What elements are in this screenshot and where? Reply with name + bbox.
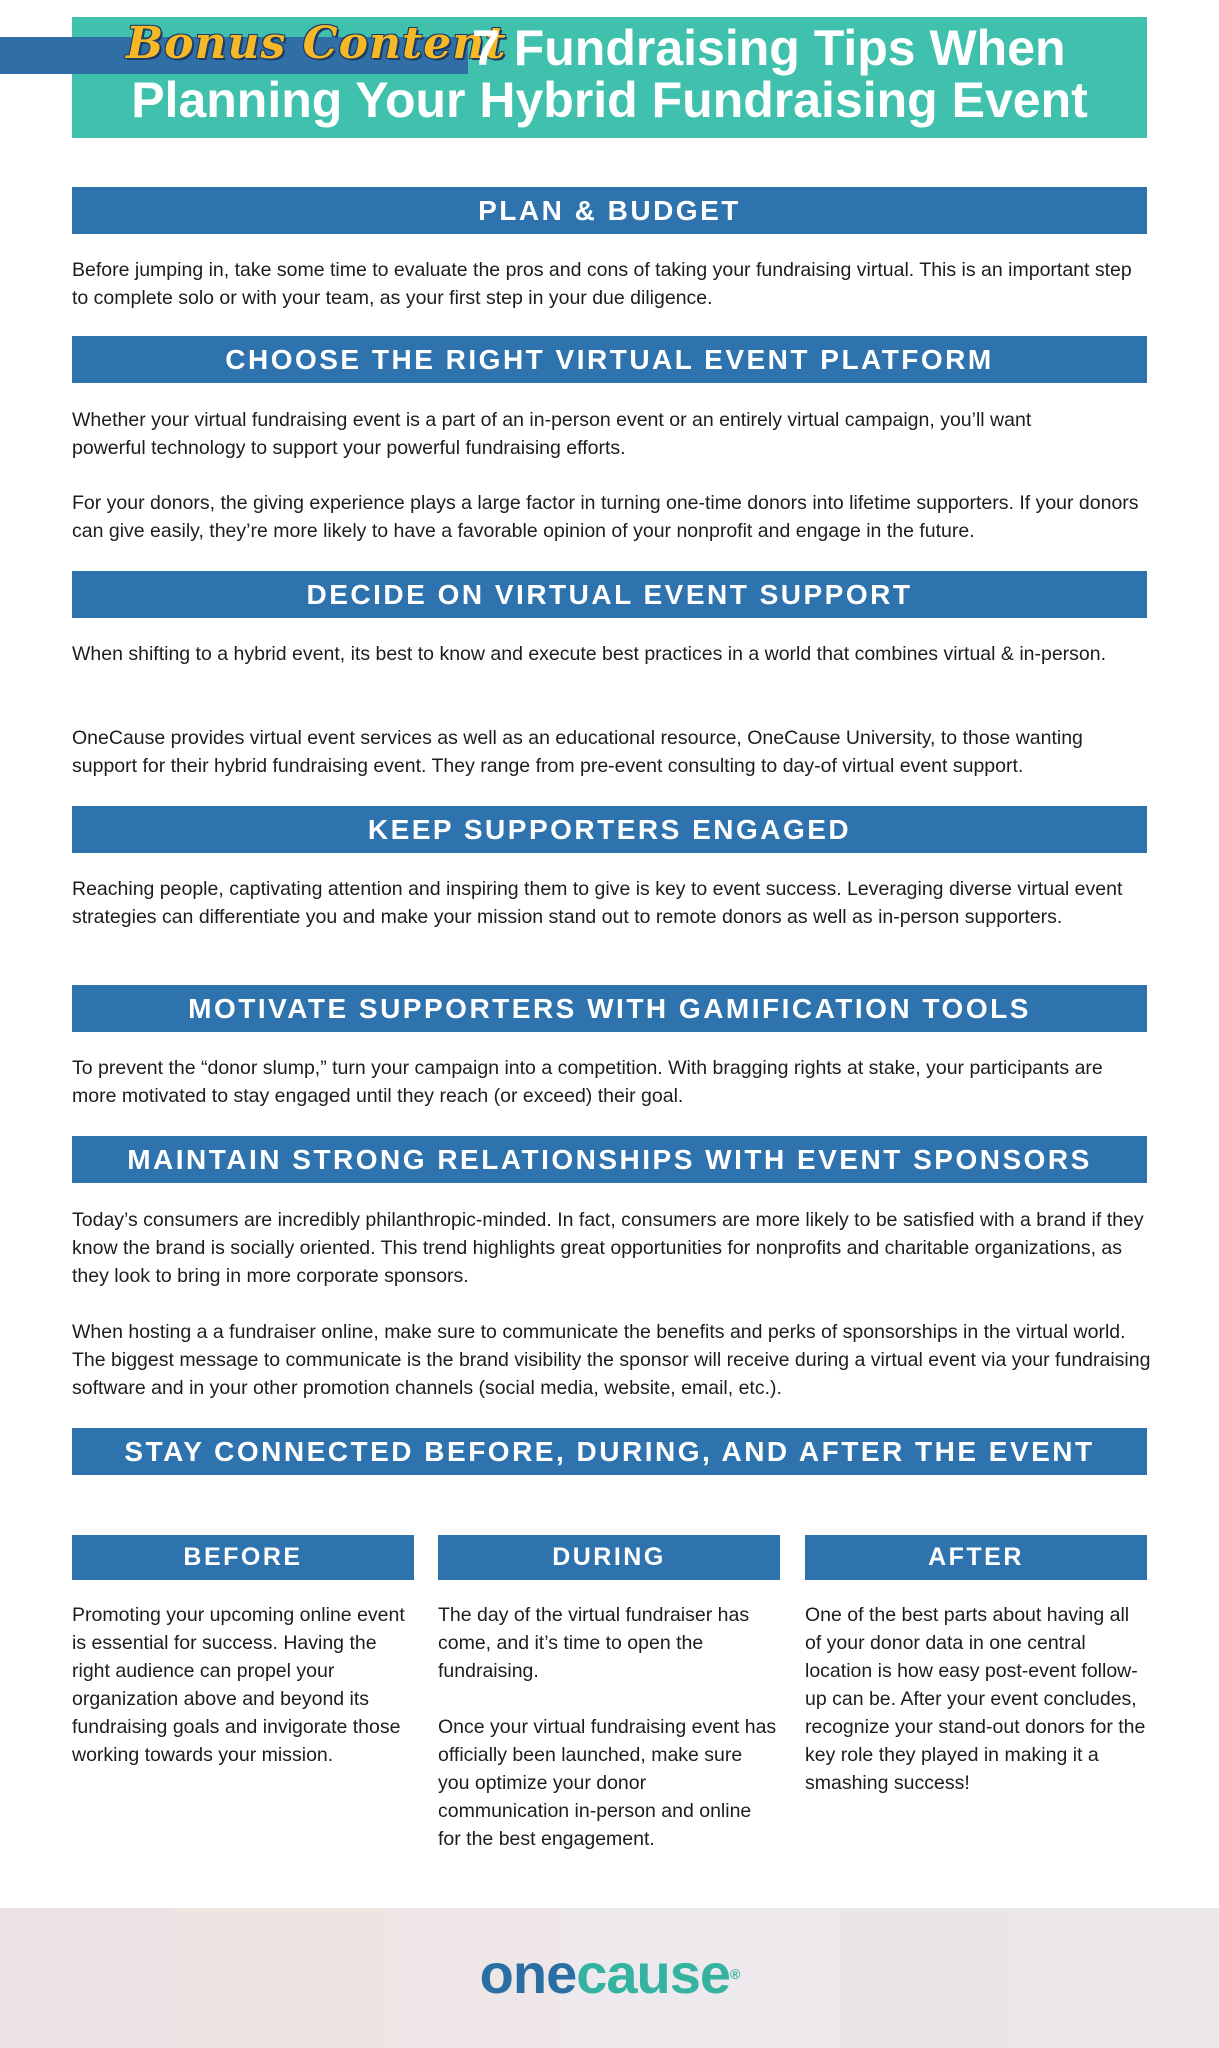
- column-body-after: [805, 1601, 1150, 1797]
- section-paragraph: To prevent the “donor slump,” turn your campaign into a competition. With bragging rights at stake, your participants are more motivated to stay engaged until they reach (or exceed) their goal.: [72, 1057, 1103, 1107]
- column-paragraph: Promoting your upcoming online event is essential for success. Having the right audience can propel your organization above and beyond its fundraising goals and invigorate those working towards your mission.: [72, 1604, 405, 1766]
- column-paragraph: One of the best parts about having all of your donor data in one central location is how easy post-event follow-up can be. After your event concludes, recognize your stand-out donors for the key role they played in making it a smashing success!: [805, 1604, 1146, 1794]
- page-title-line-1: 7 Fundraising Tips When: [472, 20, 1066, 76]
- page-title: [72, 22, 1147, 126]
- section-paragraph: Today’s consumers are incredibly philanthropic-minded. In fact, consumers are more likely to be satisfied with a brand if they know the brand is socially oriented. This trend highlights great opportunities for nonprofits and charitable organizations, as they look to bring in more corporate sponsors.: [72, 1209, 1144, 1287]
- section-paragraph: When hosting a a fundraiser online, make sure to communicate the benefits and perks of sponsorships in the virtual world. The biggest message to communicate is the brand visibility the sponsor will receive during a virtual event via your fundraising software and in your other promotion channels (social media, website, email, etc.).: [72, 1321, 1151, 1399]
- column-heading-before: BEFORE: [72, 1535, 414, 1580]
- section-heading-event-support: DECIDE ON VIRTUAL EVENT SUPPORT: [72, 571, 1147, 618]
- section-heading-keep-engaged: KEEP SUPPORTERS ENGAGED: [72, 806, 1147, 853]
- page-title-line-2: Planning Your Hybrid Fundraising Event: [131, 72, 1088, 128]
- column-paragraph: Once your virtual fundraising event has officially been launched, make sure you optimize your donor communication in-person and online for the best engagement.: [438, 1716, 777, 1850]
- section-heading-plan-budget: PLAN & BUDGET: [72, 187, 1147, 234]
- section-heading-stay-connected: STAY CONNECTED BEFORE, DURING, AND AFTER THE EVENT: [72, 1428, 1147, 1475]
- section-heading-sponsors: MAINTAIN STRONG RELATIONSHIPS WITH EVENT SPONSORS: [72, 1136, 1147, 1183]
- column-heading-after: AFTER: [805, 1535, 1147, 1580]
- column-heading-during: DURING: [438, 1535, 780, 1580]
- column-body-during: [438, 1601, 778, 1853]
- column-body-before: [72, 1601, 417, 1769]
- section-heading-choose-platform: CHOOSE THE RIGHT VIRTUAL EVENT PLATFORM: [72, 336, 1147, 383]
- section-paragraph: Whether your virtual fundraising event is a part of an in-person event or an entirely virtual campaign, you’ll want powerful technology to support your powerful fundraising efforts.: [72, 409, 1032, 459]
- section-paragraph: Before jumping in, take some time to evaluate the pros and cons of taking your fundraising virtual. This is an important step to complete solo or with your team, as your first step in your due diligence.: [72, 259, 1132, 309]
- logo-text-cause: cause: [576, 1942, 731, 2005]
- section-heading-gamification: MOTIVATE SUPPORTERS WITH GAMIFICATION TOOLS: [72, 985, 1147, 1032]
- onecause-logo: [0, 1942, 1219, 2006]
- section-paragraph: When shifting to a hybrid event, its best to know and execute best practices in a world that combines virtual & in-person.: [72, 643, 1107, 665]
- bonus-content-label: Bonus Content: [126, 18, 507, 69]
- section-paragraph: Reaching people, captivating attention and inspiring them to give is key to event success. Leveraging diverse virtual event strategies can differentiate you and make your mission stand out to remote donors as well as in-person supporters.: [72, 878, 1123, 928]
- section-paragraph: OneCause provides virtual event services as well as an educational resource, OneCause University, to those wanting support for their hybrid fundraising event. They range from pre-event consulting to day-of virtual event support.: [72, 727, 1083, 777]
- logo-text-one: one: [479, 1942, 577, 2005]
- section-paragraph: For your donors, the giving experience plays a large factor in turning one-time donors into lifetime supporters. If your donors can give easily, they’re more likely to have a favorable opinion of your nonprofit and engage in the future.: [72, 492, 1139, 542]
- column-paragraph: The day of the virtual fundraiser has come, and it’s time to open the fundraising.: [438, 1604, 750, 1682]
- registered-mark: ®: [730, 1966, 740, 1982]
